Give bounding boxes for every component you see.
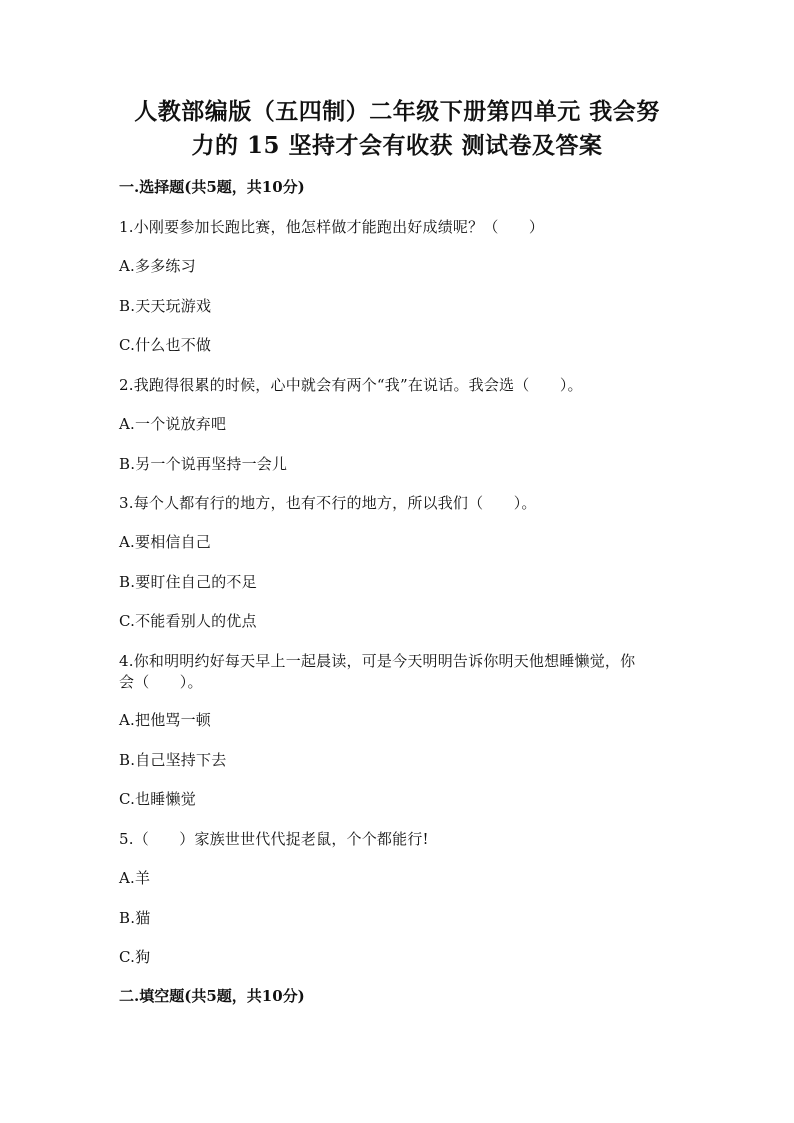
- question-4-option-c: C.也睡懒觉: [119, 790, 196, 808]
- question-1-option-c: C.什么也不做: [119, 336, 212, 354]
- question-2-option-b: B.另一个说再坚持一会儿: [119, 455, 288, 473]
- question-4-option-a: A.把他骂一顿: [119, 711, 212, 729]
- question-3-stem: 3.每个人都有行的地方，也有不行的地方，所以我们（ ）。: [119, 494, 537, 512]
- section-heading-choice: 一.选择题(共5题，共10分): [119, 178, 305, 196]
- question-5-option-a: A.羊: [119, 869, 151, 887]
- question-4-stem-line1: 4.你和明明约好每天早上一起晨读，可是今天明明告诉你明天他想睡懒觉，你: [119, 652, 636, 670]
- question-4-option-b: B.自己坚持下去: [119, 751, 227, 769]
- question-5-option-c: C.狗: [119, 948, 151, 966]
- document-title-line2: 力的 15 坚持才会有收获 测试卷及答案: [191, 132, 603, 159]
- question-3-option-c: C.不能看别人的优点: [119, 612, 257, 630]
- question-2-option-a: A.一个说放弃吧: [119, 415, 227, 433]
- question-1-option-b: B.天天玩游戏: [119, 297, 212, 315]
- question-1-option-a: A.多多练习: [119, 257, 196, 275]
- question-2-stem: 2.我跑得很累的时候，心中就会有两个“我”在说话。我会选（ ）。: [119, 376, 583, 394]
- question-3-option-b: B.要盯住自己的不足: [119, 573, 257, 591]
- question-4-stem-line2: 会（ ）。: [119, 673, 203, 691]
- section-heading-fill-blank: 二.填空题(共5题，共10分): [119, 987, 305, 1005]
- question-5-stem: 5.（ ）家族世世代代捉老鼠，个个都能行!: [119, 830, 429, 848]
- document-title-line1: 人教部编版（五四制）二年级下册第四单元 我会努: [134, 98, 660, 125]
- question-1-stem: 1.小刚要参加长跑比赛，他怎样做才能跑出好成绩呢？（ ）: [119, 218, 545, 236]
- question-3-option-a: A.要相信自己: [119, 533, 212, 551]
- question-5-option-b: B.猫: [119, 909, 151, 927]
